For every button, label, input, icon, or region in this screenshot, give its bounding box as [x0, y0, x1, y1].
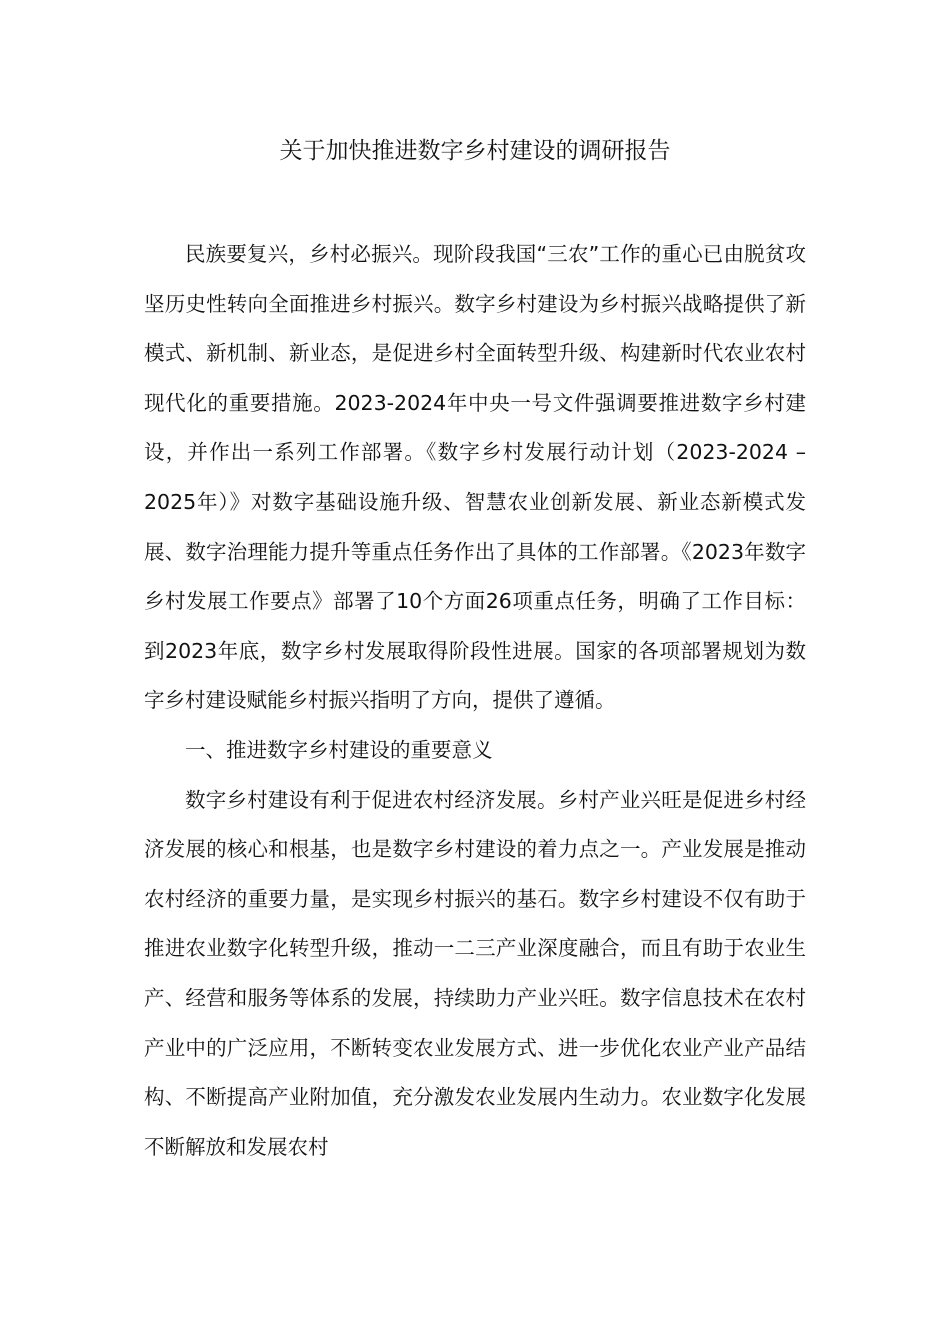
- document-title: 关于加快推进数字乡村建设的调研报告: [279, 138, 671, 164]
- section-heading-1: 一、推进数字乡村建设的重要意义: [185, 737, 493, 762]
- paragraph-intro: 民族要复兴，乡村必振兴。现阶段我国“三农”工作的重心已由脱贫攻坚历史性转向全面推进乡村振兴。数字乡村建设为乡村振兴战略提供了新模式、新机制、新业态，是促进乡村全面转型升级、构建新时代农业农村现代化的重要措施。2023-2024年中央一号文件强调要推进数字乡村建设，并作出一系列工作部署。《数字乡村发展行动计划（2023-2024 – 2025年）》对数字基础设施升级、智慧农业创新发展、新业态新模式发展、数字治理能力提升等重点任务作出了具体的工作部署。《2023年数字乡村发展工作要点》部署了10个方面26项重点任务，明确了工作目标：到2023年底，数字乡村发展取得阶段性进展。国家的各项部署规划为数字乡村建设赋能乡村振兴指明了方向，提供了遵循。: [144, 242, 806, 713]
- document-body: [144, 230, 806, 1172]
- paragraph-section-1: 数字乡村建设有利于促进农村经济发展。乡村产业兴旺是促进乡村经济发展的核心和根基，也是数字乡村建设的着力点之一。产业发展是推动农村经济的重要力量，是实现乡村振兴的基石。数字乡村建设不仅有助于推进农业数字化转型升级，推动一二三产业深度融合，而且有助于农业生产、经营和服务等体系的发展，持续助力产业兴旺。数字信息技术在农村产业中的广泛应用，不断转变农业发展方式、进一步优化农业产业产品结构、不断提高产业附加值，充分激发农业发展内生动力。农业数字化发展不断解放和发展农村: [144, 787, 806, 1159]
